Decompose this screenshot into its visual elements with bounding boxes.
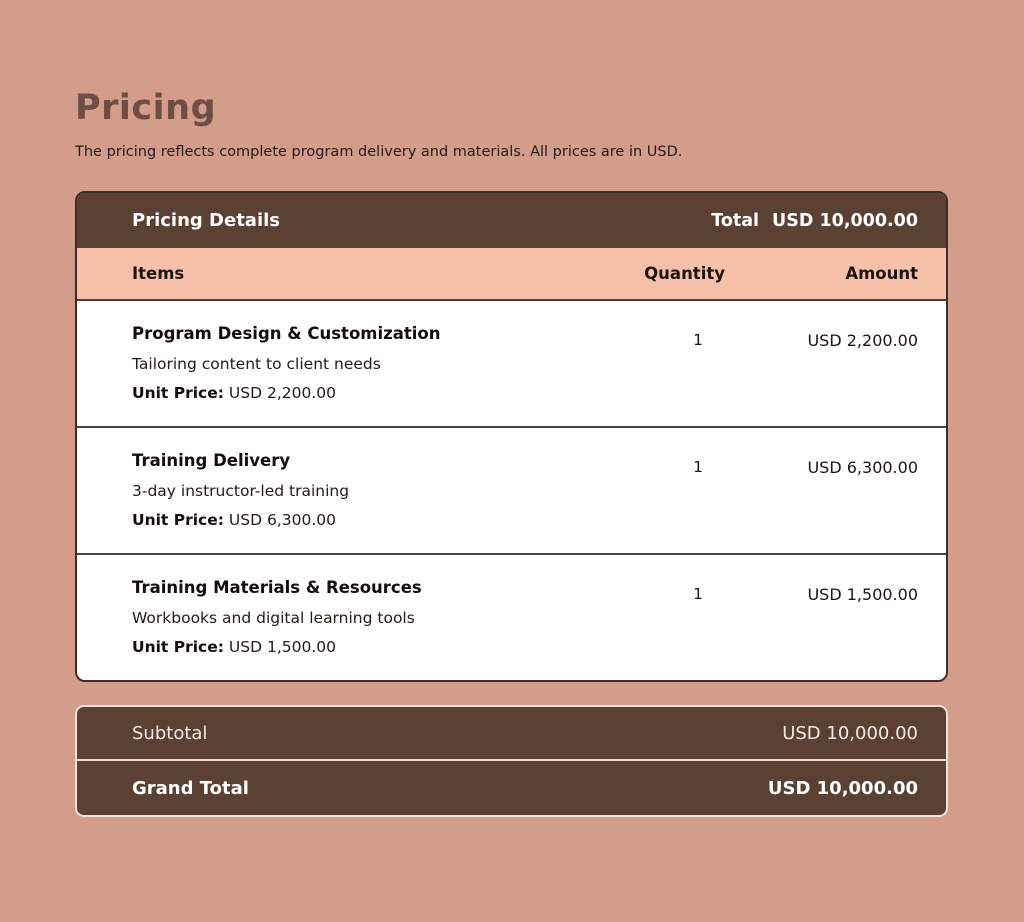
unit-price-value: USD 6,300.00	[228, 511, 336, 529]
pricing-table-header	[77, 193, 946, 248]
pricing-table	[75, 191, 948, 682]
grand-total-row	[77, 761, 946, 815]
item-description: Tailoring content to client needs	[132, 355, 381, 373]
unit-price-label: Unit Price:	[132, 384, 224, 402]
item-details	[132, 451, 600, 529]
item-unit-price	[132, 384, 600, 402]
unit-price-value: USD 2,200.00	[228, 384, 336, 402]
item-name: Training Delivery	[132, 451, 291, 470]
item-amount: USD 1,500.00	[807, 585, 918, 604]
total-value: USD 10,000.00	[772, 210, 918, 231]
page-title: Pricing	[75, 88, 217, 128]
table-row	[77, 553, 946, 680]
header-total	[711, 211, 918, 231]
unit-price-label: Unit Price:	[132, 638, 224, 656]
item-quantity: 1	[693, 458, 703, 476]
item-details	[132, 324, 600, 402]
subtotal-label: Subtotal	[132, 722, 208, 744]
item-quantity: 1	[693, 585, 703, 603]
item-name: Program Design & Customization	[132, 324, 441, 343]
item-amount: USD 2,200.00	[807, 331, 918, 350]
pricing-details-title: Pricing Details	[132, 210, 280, 231]
totals-box	[75, 705, 948, 817]
grand-total-value: USD 10,000.00	[767, 777, 918, 799]
item-description: 3-day instructor-led training	[132, 482, 350, 500]
page-subtitle: The pricing reflects complete program delivery and materials. All prices are in USD.	[75, 144, 683, 160]
table-row	[77, 299, 946, 426]
unit-price-value: USD 1,500.00	[228, 638, 336, 656]
subtotal-row	[77, 707, 946, 761]
subtotal-value: USD 10,000.00	[782, 722, 918, 744]
column-header-quantity: Quantity	[644, 264, 725, 283]
grand-total-label: Grand Total	[132, 777, 249, 799]
table-row	[77, 426, 946, 553]
column-header-row	[77, 248, 946, 299]
unit-price-label: Unit Price:	[132, 511, 224, 529]
item-unit-price	[132, 638, 600, 656]
column-header-items: Items	[132, 264, 185, 283]
total-label: Total	[711, 210, 760, 231]
item-quantity: 1	[693, 331, 703, 349]
column-header-amount: Amount	[845, 264, 918, 283]
item-amount: USD 6,300.00	[807, 458, 918, 477]
pricing-section	[75, 0, 948, 817]
item-unit-price	[132, 511, 600, 529]
item-name: Training Materials & Resources	[132, 578, 422, 597]
item-description: Workbooks and digital learning tools	[132, 609, 415, 627]
item-details	[132, 578, 600, 656]
